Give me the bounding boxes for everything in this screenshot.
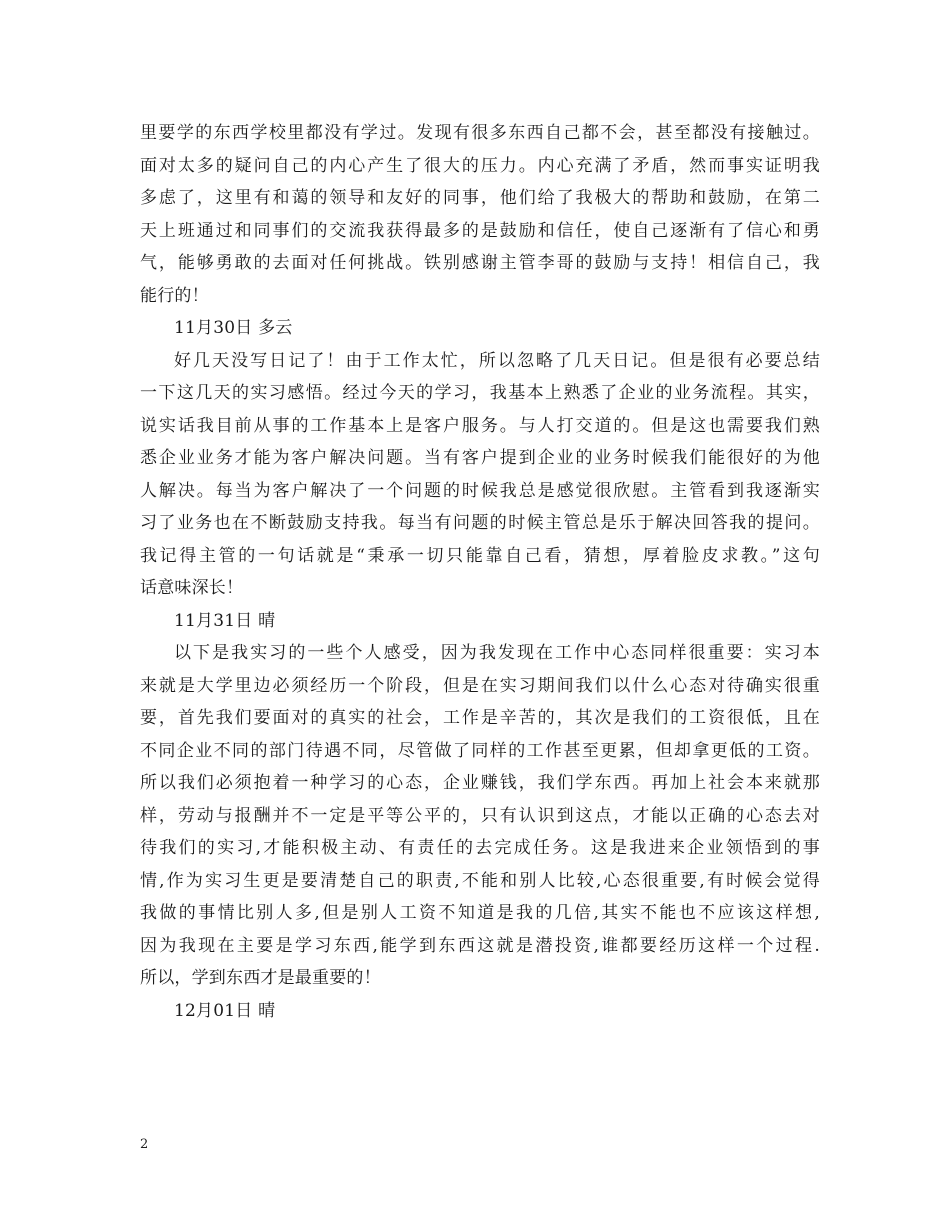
text-line: 因为我现在主要是学习东西,能学到东西这就是潜投资,谁都要经历这样一个过程. [140, 935, 820, 956]
text-line: 气，能够勇敢的去面对任何挑战。铁别感谢主管李哥的鼓励与支持！相信自己，我 [140, 253, 820, 273]
text-line: 以下是我实习的一些个人感受，因为我发现在工作中心态同样很重要：实习本 [174, 643, 820, 663]
text-line: 情,作为实习生更是要清楚自己的职责,不能和别人比较,心态很重要,有时候会觉得 [140, 870, 820, 891]
text-line: 我做的事情比别人多,但是别人工资不知道是我的几倍,其实不能也不应该这样想, [140, 903, 820, 923]
text-line: 能行的！ [140, 285, 209, 306]
text-line: 悉企业业务才能为客户解决问题。当有客户提到企业的业务时候我们能很好的为他 [140, 448, 820, 468]
text-line: 人解决。每当为客户解决了一个问题的时候我总是感觉很欣慰。主管看到我逐渐实 [140, 480, 820, 501]
text-line: 一下这几天的实习感悟。经过今天的学习，我基本上熟悉了企业的业务流程。其实， [140, 383, 820, 403]
text-line: 所以我们必须抱着一种学习的心态，企业赚钱，我们学东西。再加上社会本来就那 [140, 773, 820, 793]
text-line: 来就是大学里边必须经历一个阶段，但是在实习期间我们以什么心态对待确实很重 [140, 675, 820, 696]
text-line: 里要学的东西学校里都没有学过。发现有很多东西自己都不会，甚至都没有接触过。 [140, 123, 820, 143]
text-line: 习了业务也在不断鼓励支持我。每当有问题的时候主管总是乐于解决回答我的提问。 [140, 513, 820, 533]
text-line: 要，首先我们要面对的真实的社会，工作是辛苦的，其次是我们的工资很低，且在 [140, 708, 820, 728]
text-line: 待我们的实习,才能积极主动、有责任的去完成任务。这是我进来企业领悟到的事 [140, 838, 820, 858]
text-line: 所以，学到东西才是最重要的！ [140, 968, 381, 988]
text-line: 天上班通过和同事们的交流我获得最多的是鼓励和信任，使自己逐渐有了信心和勇 [140, 220, 820, 241]
document-body [140, 117, 820, 1027]
diary-date-heading: 12月01日 晴 [174, 1000, 276, 1021]
text-line: 不同企业不同的部门待遇不同，尽管做了同样的工作甚至更累，但却拿更低的工资。 [140, 740, 820, 761]
text-line: 多虑了，这里有和蔼的领导和友好的同事，他们给了我极大的帮助和鼓励，在第二 [140, 188, 820, 208]
text-line: 我记得主管的一句话就是“秉承一切只能靠自己看，猜想，厚着脸皮求教。”这句 [140, 545, 820, 566]
text-line: 说实话我目前从事的工作基本上是客户服务。与人打交道的。但是这也需要我们熟 [140, 415, 820, 436]
text-line: 面对太多的疑问自己的内心产生了很大的压力。内心充满了矛盾，然而事实证明我 [140, 155, 820, 176]
text-line: 话意味深长！ [140, 578, 244, 598]
page-number: 2 [140, 1137, 149, 1152]
diary-date-heading: 11月30日 多云 [174, 318, 293, 338]
diary-date-heading: 11月31日 晴 [174, 610, 276, 631]
text-line: 好几天没写日记了！由于工作太忙，所以忽略了几天日记。但是很有必要总结 [174, 350, 820, 371]
text-line: 样，劳动与报酬并不一定是平等公平的，只有认识到这点，才能以正确的心态去对 [140, 805, 820, 826]
